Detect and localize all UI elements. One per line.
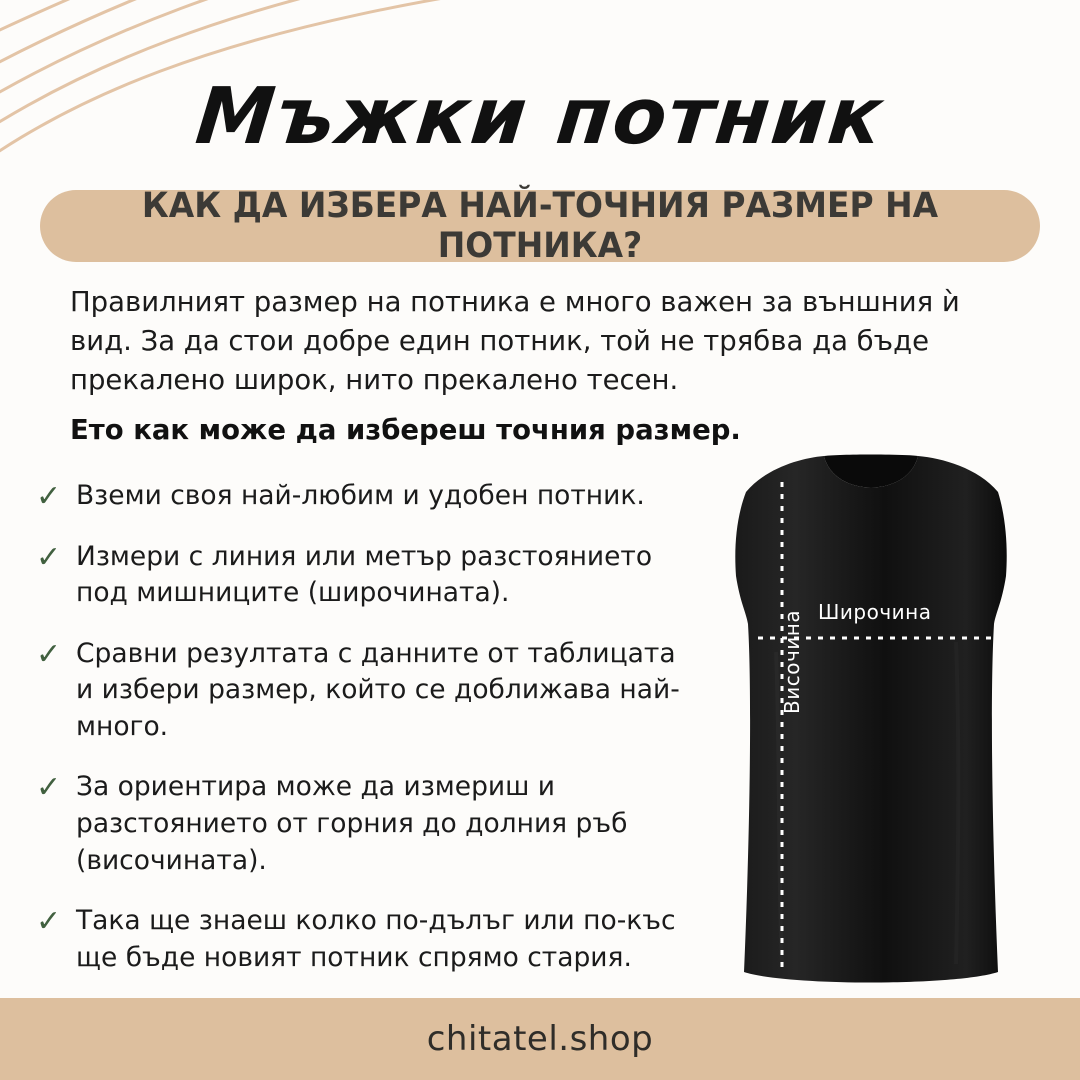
intro-paragraph: Правилният размер на потника е много важен за външния ѝ вид. За да стои добре един потник, той не трябва да бъде прекалено широк, нито прекалено тесен. xyxy=(70,286,960,397)
list-item-label: Така ще знаеш колко по-дълъг или по-къс ще бъде новият потник спрямо стария. xyxy=(76,905,676,973)
width-measure-label: Широчина xyxy=(818,600,932,624)
list-item xyxy=(36,636,696,746)
footer-bar xyxy=(0,998,1080,1080)
question-banner xyxy=(40,186,1040,266)
product-image xyxy=(706,452,1036,992)
question-banner-text: КАК ДА ИЗБЕРА НАЙ-ТОЧНИЯ РАЗМЕР НА ПОТНИКА? xyxy=(141,186,939,266)
check-icon: ✓ xyxy=(36,539,62,575)
list-item-label: Вземи своя най-любим и удобен потник. xyxy=(76,480,645,511)
list-item xyxy=(36,769,696,879)
check-icon: ✓ xyxy=(36,636,62,672)
list-item xyxy=(36,903,696,976)
tank-top-illustration xyxy=(706,452,1036,992)
list-item-label: За ориентира може да измериш и разстоянието от горния до долния ръб (височината). xyxy=(76,771,628,876)
list-item xyxy=(36,539,696,612)
steps-checklist xyxy=(36,478,696,1000)
height-measure-label: Височина xyxy=(780,609,804,714)
shop-name: chitatel.shop xyxy=(426,1019,654,1059)
intro-bold-line: Ето как може да избереш точния размер. xyxy=(70,414,741,446)
list-item xyxy=(36,478,696,515)
page-title: Мъжки потник xyxy=(191,72,889,162)
check-icon: ✓ xyxy=(36,770,62,806)
check-icon: ✓ xyxy=(36,479,62,514)
list-item-label: Измери с линия или метър разстоянието под мишниците (широчината). xyxy=(76,540,653,609)
list-item-label: Сравни резултата с данните от таблицата и избери размер, който се доближава най-много. xyxy=(76,637,680,742)
check-icon: ✓ xyxy=(36,904,62,940)
